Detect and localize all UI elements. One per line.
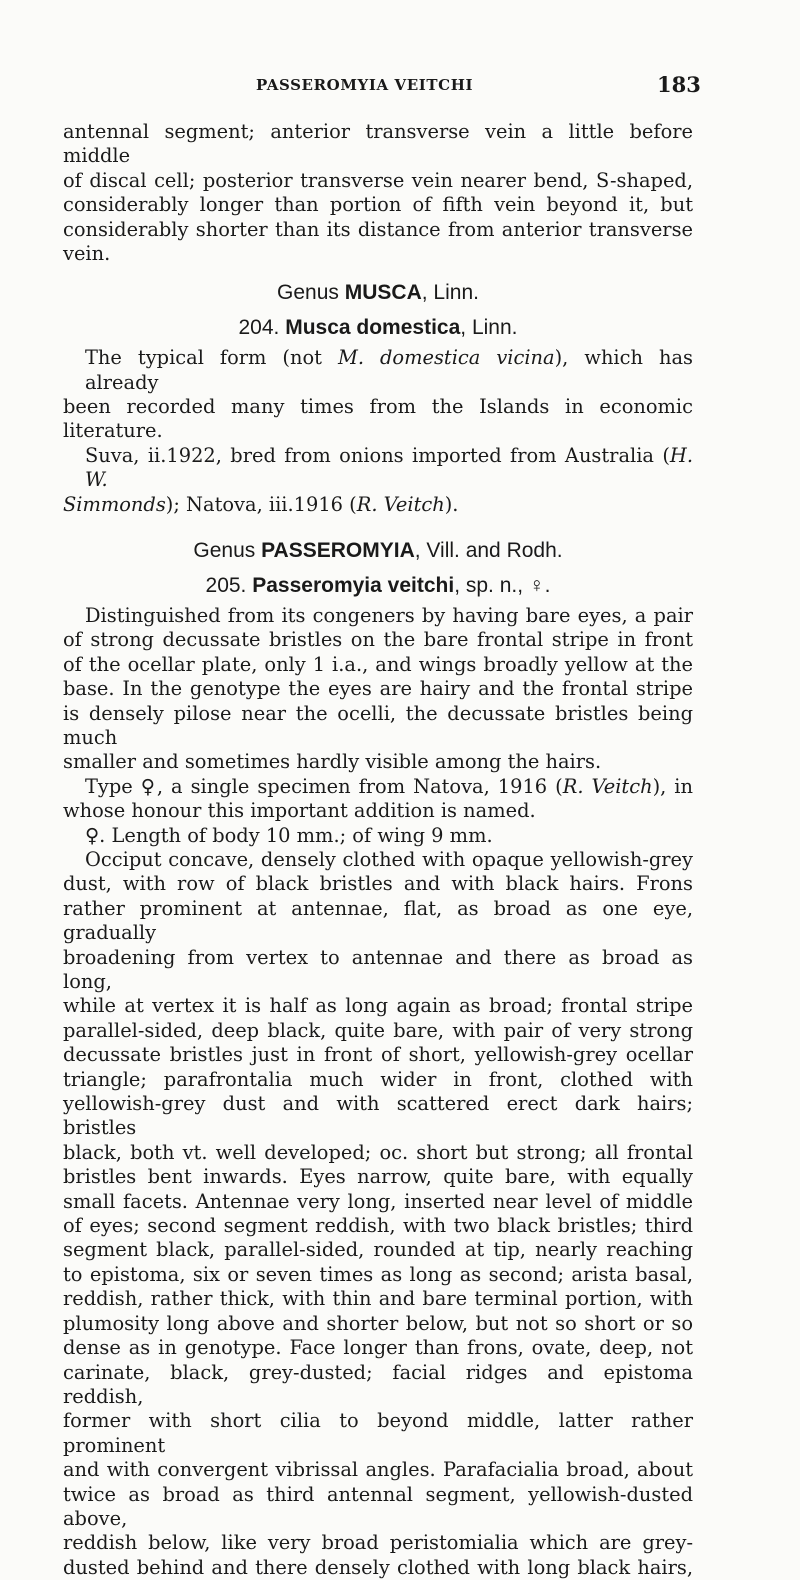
- text-run-italic: M. domestica vicina: [337, 346, 555, 370]
- text-line: carinate, black, grey-dusted; facial ridges and epistoma reddish,: [63, 1360, 693, 1408]
- text-line: yellowish-grey dust and with scattered erect dark hairs; bristles: [63, 1092, 693, 1140]
- text-line: dusted behind and there densely clothed with long black hairs,: [63, 1555, 693, 1579]
- text-line: small facets. Antennae very long, inserted near level of middle: [63, 1189, 693, 1213]
- genus-authority: , Vill. and Rodh.: [414, 539, 563, 563]
- text-line: [63, 346, 693, 395]
- text-line: base. In the genotype the eyes are hairy and the frontal stripe: [63, 677, 693, 701]
- genus-prefix: Genus: [193, 539, 262, 563]
- text-line: vein.: [63, 242, 111, 266]
- paragraph-diagnosis: [63, 604, 693, 775]
- text-line: former with short cilia to beyond middle, latter rather prominent: [63, 1409, 693, 1457]
- paragraph-type: [63, 775, 693, 824]
- text-line: [63, 775, 693, 799]
- text-line: smaller and sometimes hardly visible among the hairs.: [63, 750, 602, 774]
- genus-heading-musca: [63, 281, 693, 305]
- text-line: of the ocellar plate, only 1 i.a., and wings broadly yellow at the: [63, 652, 693, 676]
- text-line: and with convergent vibrissal angles. Parafacialia broad, about: [63, 1458, 693, 1482]
- text-line: of discal cell; posterior transverse vein nearer bend, S-shaped,: [63, 168, 693, 192]
- species-name: Passeromyia veitchi: [252, 573, 455, 597]
- text-run: The typical form (not: [85, 346, 338, 370]
- species-name: Musca domestica: [285, 315, 461, 339]
- text-line: to epistoma, six or seven times as long as second; arista basal,: [63, 1262, 693, 1286]
- genus-authority: , Linn.: [421, 281, 479, 305]
- species-number: 205.: [205, 573, 253, 597]
- paragraph-musca-domestica: [63, 346, 693, 517]
- text-line: dust, with row of black bristles and with black hairs. Frons: [63, 872, 693, 896]
- genus-name: MUSCA: [344, 281, 422, 305]
- text-line: Distinguished from its congeners by having bare eyes, a pair: [85, 603, 693, 627]
- text-line: Occiput concave, densely clothed with opaque yellowish-grey: [85, 847, 693, 871]
- text-line: rather prominent at antennae, flat, as broad as one eye, gradually: [63, 896, 693, 945]
- text-line: triangle; parafrontalia much wider in front, clothed with: [63, 1067, 693, 1091]
- text-line: reddish, rather thick, with thin and bare terminal portion, with: [63, 1287, 693, 1311]
- species-authority: , Linn.: [460, 315, 518, 339]
- text-line: of eyes; second segment reddish, with two black bristles; third: [63, 1214, 693, 1238]
- text-line: [63, 493, 693, 517]
- species-heading-204: [63, 316, 693, 340]
- text-line: of strong decussate bristles on the bare frontal stripe in front: [63, 628, 693, 652]
- text-run: ), which has already: [85, 346, 694, 394]
- paragraph-continued: [63, 120, 693, 266]
- text-line: twice as broad as third antennal segment, yellowish-dusted above,: [63, 1482, 693, 1530]
- text-line: is densely pilose near the ocelli, the decussate bristles being much: [63, 701, 693, 749]
- text-line: considerably shorter than its distance from anterior transverse: [63, 217, 693, 241]
- text-line: reddish below, like very broad peristomialia which are grey-: [63, 1531, 693, 1555]
- text-run: Suva, ii.1922, bred from onions imported from Australia (: [85, 443, 670, 467]
- species-authority: , sp. n., ♀.: [454, 573, 551, 597]
- genus-name: PASSEROMYIA: [261, 539, 415, 563]
- genus-heading-passeromyia: [63, 539, 693, 563]
- text-line: considerably longer than portion of fifth vein beyond it, but: [63, 193, 693, 217]
- text-line: plumosity long above and shorter below, but not so short or so: [63, 1311, 693, 1335]
- text-line: decussate bristles just in front of short, yellowish-grey ocellar: [63, 1043, 693, 1067]
- text-run-italic: R. Veitch: [562, 774, 653, 798]
- species-heading-205: [63, 574, 693, 598]
- running-head-title: PASSEROMYIA VEITCHI: [256, 76, 474, 94]
- length-line: ♀. Length of body 10 mm.; of wing 9 mm.: [85, 823, 493, 847]
- text-line: black, both vt. well developed; oc. short but strong; all frontal: [63, 1140, 693, 1164]
- text-line: whose honour this important addition is named.: [63, 799, 536, 823]
- genus-prefix: Genus: [277, 281, 345, 305]
- text-run: ), in: [652, 774, 693, 798]
- text-run-italic: R. Veitch: [356, 492, 445, 516]
- text-line: [63, 444, 693, 493]
- text-line: dense as in genotype. Face longer than frons, ovate, deep, not: [63, 1336, 693, 1360]
- species-number: 204.: [238, 315, 286, 339]
- running-head: [0, 72, 800, 100]
- text-run: Type ♀, a single specimen from Natova, 1916 (: [85, 774, 563, 798]
- text-run: ).: [444, 492, 459, 516]
- text-run-italic: H. W.: [85, 443, 693, 492]
- page-body: [63, 120, 693, 1580]
- text-run-italic: Simmonds: [63, 492, 166, 516]
- text-run: ); Natova, iii.1916 (: [165, 492, 357, 516]
- text-line: antennal segment; anterior transverse vein a little before middle: [63, 120, 693, 168]
- page-number: 183: [657, 72, 701, 97]
- text-line: while at vertex it is half as long again as broad; frontal stripe: [63, 994, 693, 1018]
- text-line: bristles bent inwards. Eyes narrow, quite bare, with equally: [63, 1165, 693, 1189]
- text-line: parallel-sided, deep black, quite bare, with pair of very strong: [63, 1018, 693, 1042]
- text-line: been recorded many times from the Islands in economic literature.: [63, 395, 693, 443]
- text-line: segment black, parallel-sided, rounded at tip, nearly reaching: [63, 1238, 693, 1262]
- text-line: broadening from vertex to antennae and there as broad as long,: [63, 945, 693, 993]
- paragraph-description: [63, 848, 693, 1580]
